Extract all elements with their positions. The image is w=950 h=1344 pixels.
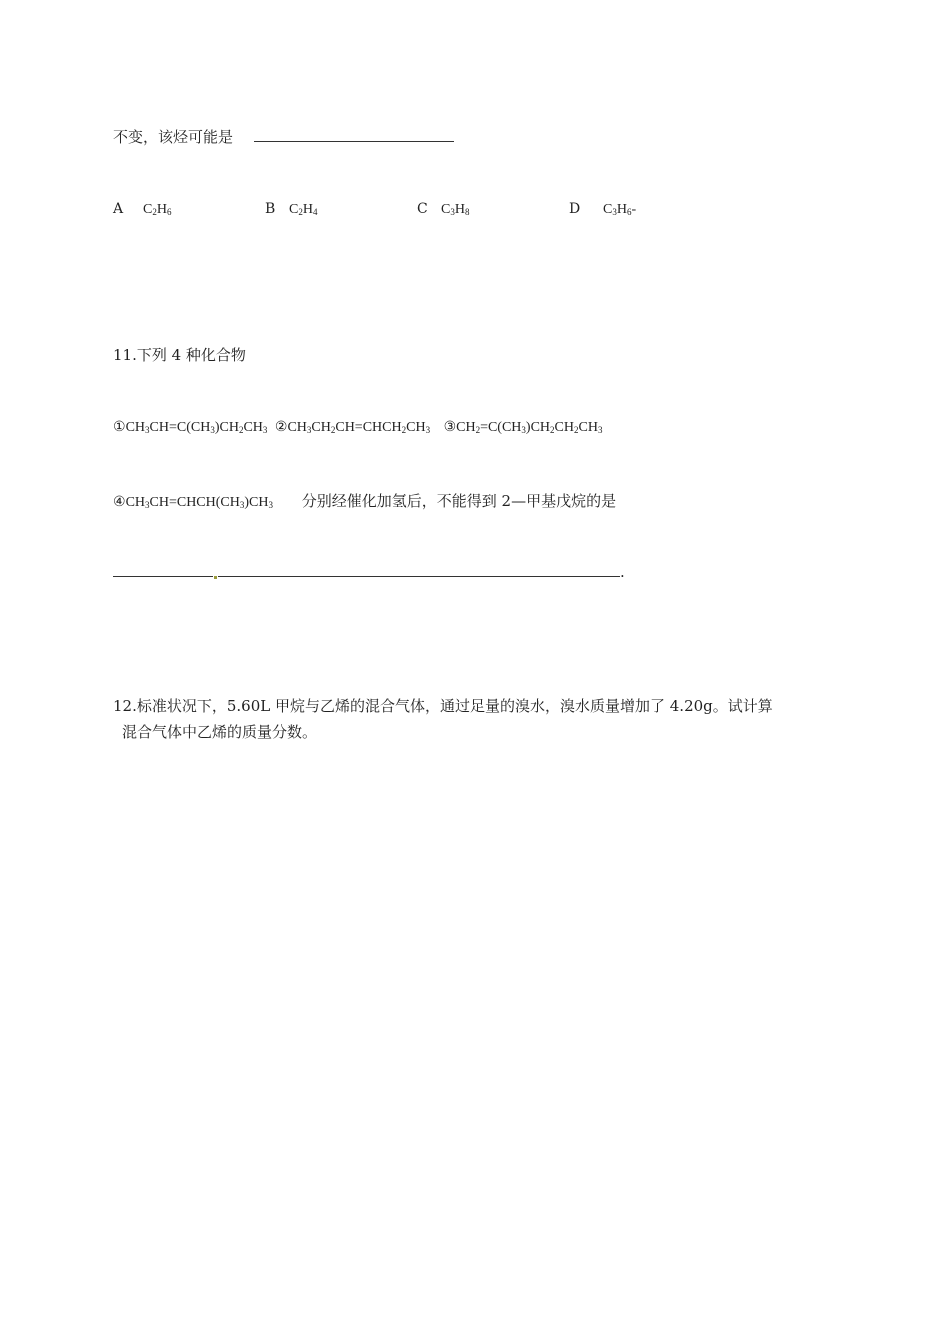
compound-2: $②CH_3CH_2CH=CHCH_2CH_3$ — [274, 420, 431, 435]
compound-1: $①CH_3CH=C(CH_3)CH_2CH_3$ — [113, 420, 268, 435]
q11-answer-line — [113, 562, 625, 582]
q11-end-mark: . — [620, 563, 625, 581]
compound-4: $④CH_3CH=CHCH(CH_3)CH_3$ — [113, 495, 273, 510]
stray-mark — [214, 576, 217, 579]
q10-option-a[interactable]: A $C_2H_6$ — [113, 201, 172, 217]
q11-answer-blank-2[interactable] — [218, 562, 620, 577]
q10-option-b[interactable]: B $C_2H_4$ — [265, 201, 318, 217]
q11-question-text: 分别经催化加氢后，不能得到 2—甲基戊烷的是 — [301, 492, 617, 510]
q11-compounds-line — [113, 418, 602, 438]
q10-option-d[interactable]: D $C_3H_6-$ — [569, 201, 637, 217]
q11-answer-blank-1[interactable] — [113, 562, 213, 577]
q10-stem-line — [113, 127, 454, 147]
q11-question-line — [113, 491, 616, 513]
q11-title: 11.下列 4 种化合物 — [113, 346, 246, 364]
q12-line-2: 混合气体中乙烯的质量分数。 — [122, 723, 318, 741]
option-letter: D — [569, 201, 581, 217]
q10-option-c[interactable]: C $C_3H_8$ — [417, 201, 470, 217]
q10-answer-blank[interactable] — [254, 127, 454, 142]
option-letter: C — [417, 201, 428, 217]
q12-line-1: 12.标准状况下，5.60L 甲烷与乙烯的混合气体，通过足量的溴水，溴水质量增加了 4.20g。试计算 — [113, 697, 773, 715]
option-letter: A — [113, 201, 124, 217]
option-letter: B — [265, 201, 276, 217]
compound-3: $③CH_2=C(CH_3)CH_2CH_2CH_3$ — [443, 420, 603, 435]
q10-prefix: 不变，该烃可能是 — [113, 128, 234, 146]
